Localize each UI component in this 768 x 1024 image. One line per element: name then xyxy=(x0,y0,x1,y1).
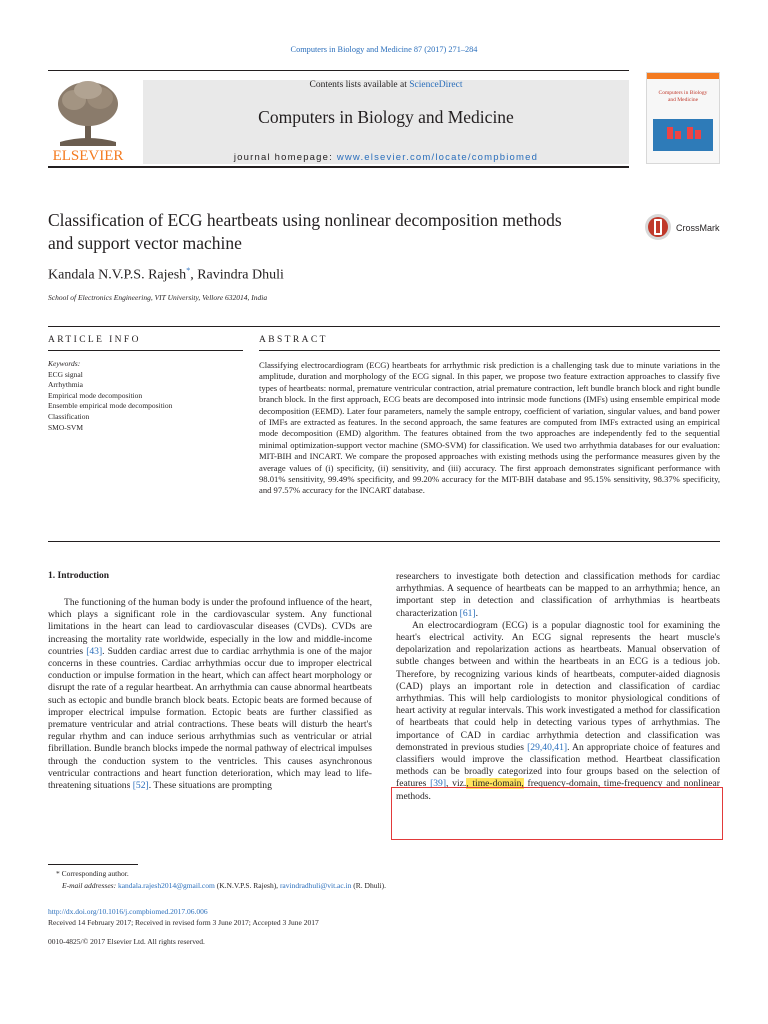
right-column xyxy=(396,571,720,803)
paragraph-text: . xyxy=(475,607,479,619)
email-owner: (K.N.V.P.S. Rajesh), xyxy=(214,880,280,890)
article-info-rule xyxy=(48,350,243,351)
keyword-item: Classification xyxy=(48,411,90,421)
email-link[interactable]: kandala.rajesh2014@gmail.com xyxy=(117,880,215,890)
svg-text:and Medicine: and Medicine xyxy=(667,97,699,103)
annotation-box xyxy=(391,787,723,840)
paragraph-text: The functioning of the human body is under the profound influence of the heart, which plays a significant role in the cardiovascular system. Any functional limitations in the heart can lead to cardiovascular diseases (CVDs). CVDs are increasing the mortality rate worldwide, especially in the low and middle-income countries xyxy=(48,597,372,657)
journal-title: Computers in Biology and Medicine xyxy=(258,107,514,127)
paragraph-text: . These situations are prompting xyxy=(148,780,272,792)
history-dates: Received 14 February 2017; Received in revised form 3 June 2017; Accepted 3 June 2017 xyxy=(48,918,319,928)
email-link[interactable]: ravindradhuli@vit.ac.in xyxy=(279,880,352,890)
homepage-link[interactable]: www.elsevier.com/locate/compbiomed xyxy=(336,152,539,163)
email-line xyxy=(48,880,648,892)
doi-link[interactable]: http://dx.doi.org/10.1016/j.compbiomed.2017.06.006 xyxy=(48,907,208,916)
keyword-item: Empirical mode decomposition xyxy=(48,390,143,400)
citation-link[interactable]: [43] xyxy=(86,645,103,657)
contents-line xyxy=(143,80,629,90)
citation-link[interactable]: [39] xyxy=(430,778,447,790)
svg-text:Computers in Biology: Computers in Biology xyxy=(658,90,708,96)
left-column xyxy=(48,597,372,792)
paper-title xyxy=(48,209,628,255)
homepage-prefix: journal homepage: xyxy=(233,152,337,163)
affiliation: School of Electronics Engineering, VIT University, Vellore 632014, India xyxy=(48,293,268,302)
keywords-list xyxy=(48,359,243,433)
contents-prefix: Contents lists available at xyxy=(309,80,410,90)
highlighted-text[interactable]: , time-domain, xyxy=(466,778,524,790)
paper-title-line-2: and support vector machine xyxy=(48,233,242,253)
footnote-text: Corresponding author. xyxy=(61,869,129,878)
elsevier-logo[interactable] xyxy=(48,76,128,164)
intro-paragraph xyxy=(48,597,372,792)
section-rule xyxy=(48,326,720,327)
paragraph-text: . An appropriate choice of features and classifiers would improve the classification method. Heartbeat classification methods can be broadly categorized into four groups based on the selection of features xyxy=(396,741,720,790)
corresponding-author-note xyxy=(48,868,648,880)
abstract-text: Classifying electrocardiogram (ECG) heartbeats for arrhythmic risk prediction is a challenging task due to minute variations in the amplitude, duration and morphology of the ECG signal. In this paper, we propose two feature extraction approaches to classify five types of heartbeats: normal, premature ventricular contraction, atrial premature contraction, left bundle branch block and right bundle branch block. In the first approach, ECG beats are decomposed into intrinsic mode functions (IMFs) using ensemble empirical mode decomposition (EEMD). Later four parameters, namely the sample entropy, coefficient of variation, singular values, and band power of IMFs are extracted as features. In the second approach, the same features are computed from IMFs extracted using an empirical mode decomposition (EMD) algorithm. The features obtained from the two approaches are independently fed to the sequential minimal optimization-support vector machine (SMO-SVM) for classification. We used two arrhythmia databases for our evaluation: MIT-BIH and INCART. We compare the proposed approaches with existing methods using the performance measures given by the average values of (i) specificity, (ii) sensitivity, and (iii) accuracy. The first approach demonstrates significant performance with 98.01% sensitivity, 99.49% specificity, and 99.20% accuracy for the MIT-BIH database and 95.15% sensitivity, 98.37% specificity, and 97.57% accuracy for the INCART database. xyxy=(259,360,720,496)
elsevier-wordmark: ELSEVIER xyxy=(52,148,124,164)
paper-title-line-1: Classification of ECG heartbeats using nonlinear decomposition methods xyxy=(48,210,562,230)
citation-link[interactable]: [52] xyxy=(132,780,149,792)
homepage-line xyxy=(143,152,629,163)
author-1[interactable]: Kandala N.V.P.S. Rajesh xyxy=(48,267,187,283)
email-owner: (R. Dhuli). xyxy=(351,880,387,890)
journal-reference[interactable]: Computers in Biology and Medicine 87 (2017) 271–284 xyxy=(290,45,478,54)
footnote-rule xyxy=(48,864,138,865)
citation-link[interactable]: [29,40,41] xyxy=(527,741,568,753)
journal-cover-thumbnail[interactable] xyxy=(646,72,720,164)
crossmark-icon xyxy=(644,212,724,242)
corresponding-author-mark[interactable]: * xyxy=(186,266,191,275)
copyright-line: 0010-4825/© 2017 Elsevier Ltd. All rights reserved. xyxy=(48,937,205,946)
keyword-item: Ensemble empirical mode decomposition xyxy=(48,401,173,411)
crossmark-label: CrossMark xyxy=(676,223,720,233)
abstract-rule xyxy=(259,350,720,351)
article-info-heading: ARTICLE INFO xyxy=(48,335,141,345)
author-separator: , xyxy=(190,267,198,283)
elsevier-tree-icon xyxy=(48,76,128,164)
keyword-item: Arrhythmia xyxy=(48,380,83,390)
author-list xyxy=(48,266,284,284)
keyword-item: ECG signal xyxy=(48,369,83,379)
section-rule xyxy=(48,541,720,542)
author-2[interactable]: Ravindra Dhuli xyxy=(197,267,284,283)
footnote-mark: * xyxy=(56,869,60,878)
abstract-heading: ABSTRACT xyxy=(259,335,328,345)
doi-block xyxy=(48,906,648,929)
paragraph-text: frequency-domain, time-frequency and nonlinear methods. xyxy=(396,778,720,802)
cover-art-icon xyxy=(647,73,719,163)
paragraph-text: An electrocardiogram (ECG) is a popular diagnostic tool for examining the heart's electrical activity. An ECG signal represents the heart muscle's depolarization and repolarization actions as heartbeats. Manual observation of subtle changes between and within the heartbeats in an ECG is a tedious job. Therefore, by recognizing various kinds of heartbeats, computer-aided diagnosis (CAD) plays an important role in detection and classification of cardiac arrhythmias. This will help cardiologists to monitor physiological conditions of heart activity at regular intervals. This work investigated a method for classification of heartbeats that could help in detecting various types of arrhythmias. The importance of CAD in cardiac arrhythmia detection and classification was demonstrated in previous studies xyxy=(396,619,720,753)
citation-link[interactable]: [61] xyxy=(459,607,476,619)
header-rule xyxy=(48,70,629,71)
keywords-label: Keywords: xyxy=(48,359,81,368)
paragraph-text: . Sudden cardiac arrest due to cardiac arrhythmia is one of the major concerns in these countries. Cardiac arrhythmias occur due to improper electrical conduction or impulse formation in the heart, which can affect heart morphology or disrupt the rate of a regular heartbeat. An arrhythmia can cause abnormal heartbeats such as ectopic and bundle branch block beats. Ectopic beats are formed because of improper electrical impulse formation. Ectopic beats are further classified as premature ventricular and atrial contractions. These beats will disturb the heart's regular rhythm and can induce serious arrhythmias such as ventricular or atrial fibrillation. Bundle branch blocks impede the normal pathway of electrical impulses through the conduction system to the ventricles. This causes asynchronous ventricular contractions and heart function deterioration, which may lead to life-threatening situations xyxy=(48,645,372,792)
keyword-item: SMO-SVM xyxy=(48,422,84,432)
intro-paragraph xyxy=(396,620,720,803)
email-label: E-mail addresses: xyxy=(62,880,117,890)
intro-paragraph-continued xyxy=(396,571,720,620)
sciencedirect-link[interactable]: ScienceDirect xyxy=(409,80,463,90)
footnote-block xyxy=(48,868,648,891)
paragraph-text: , viz. xyxy=(446,778,467,790)
section-heading-introduction: 1. Introduction xyxy=(48,571,110,581)
crossmark-badge[interactable] xyxy=(644,212,724,242)
paragraph-text: researchers to investigate both detection and classification methods for cardiac arrhythmias. A sequence of heartbeats can be mapped to an arrhythmia; hence, an important step in detection and classification of arrhythmias is heartbeats characterization xyxy=(396,571,720,619)
header-rule-thick xyxy=(48,166,629,168)
